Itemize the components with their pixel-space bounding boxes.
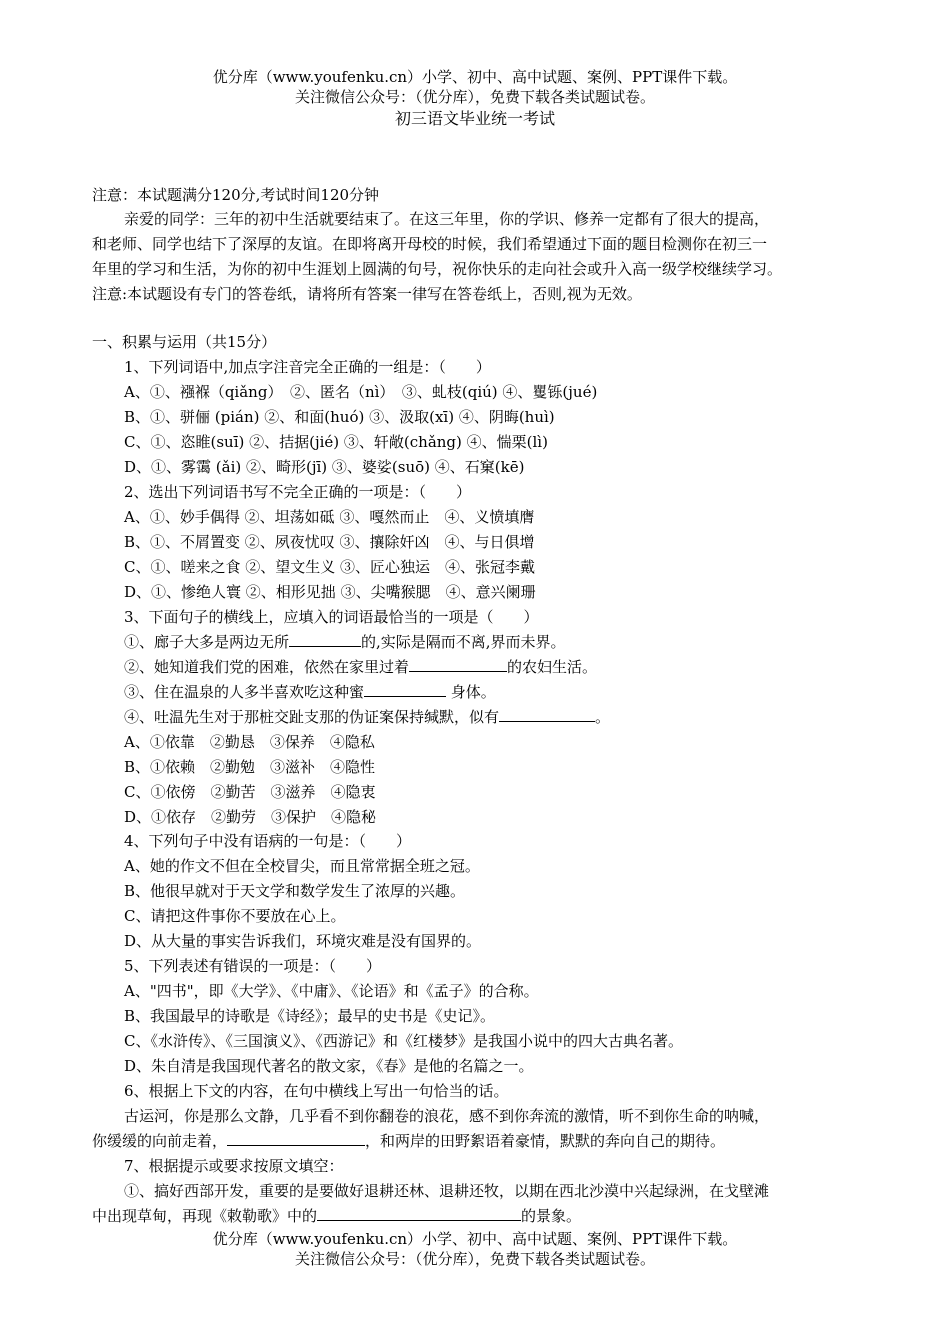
fill-blank (317, 1205, 521, 1221)
option-c: C、《水浒传》、《三国演义》、《西游记》和《红楼梦》是我国小说中的四大古典名著。 (124, 1032, 683, 1050)
sentence-text: 的农妇生活。 (507, 658, 598, 676)
fill-blank (227, 1130, 365, 1146)
fill-blank (409, 656, 507, 672)
sentence-4 (124, 706, 610, 728)
sentence-text: ②、她知道我们党的困难，依然在家里过着 (124, 658, 410, 676)
fill-blank (289, 631, 361, 647)
option-b: B、①、骈俪 (pián) ②、和面(huó) ③、汲取(xī) ④、阴晦(huì) (124, 408, 555, 426)
passage-line-1: ①、搞好西部开发，重要的是要做好退耕还林、退耕还牧，以期在西北沙漠中兴起绿洲，在戈壁滩 (124, 1182, 770, 1200)
option-d: D、①、雾霭 (ǎi) ②、畸形(jī) ③、婆娑(suō) ④、石窠(kē) (124, 458, 525, 476)
option-a: A、①、襁褓（qiǎng） ②、匿名（nì） ③、虬枝(qiú) ④、矍铄(jué) (124, 383, 598, 401)
option-a: A、她的作文不但在全校冒尖，而且常常据全班之冠。 (124, 857, 480, 875)
footer-line-2: 关注微信公众号：（优分库），免费下载各类试题试卷。 (294, 1250, 655, 1268)
option-a: A、①、妙手偶得 ②、坦荡如砥 ③、嘎然而止 ④、义愤填膺 (124, 508, 535, 526)
sentence-text: ③、住在温泉的人多半喜欢吃这种蜜 (124, 683, 365, 701)
exam-title: 初三语文毕业统一考试 (394, 109, 555, 128)
question-stem: 3、下面句子的横线上，应填入的词语最恰当的一项是（ ） (124, 608, 539, 626)
sentence-text: 的景象。 (521, 1207, 582, 1225)
fill-blank (364, 681, 446, 697)
option-c: C、①、嗟来之食 ②、望文生义 ③、匠心独运 ④、张冠李戴 (124, 558, 536, 576)
passage-line-1: 古运河，你是那么文静，几乎看不到你翻卷的浪花，感不到你奔流的激情，听不到你生命的呐喊， (124, 1107, 770, 1125)
sentence-text: 身体。 (446, 683, 496, 701)
option-d: D、朱自清是我国现代著名的散文家，《春》是他的名篇之一。 (124, 1057, 534, 1075)
question-stem: 2、选出下列词语书写不完全正确的一项是：（ ） (124, 483, 472, 501)
question-stem: 5、下列表述有错误的一项是：（ ） (124, 957, 382, 975)
passage-line-2 (92, 1205, 581, 1227)
intro-line-1: 亲爱的同学：三年的初中生活就要结束了。在这三年里，你的学识、修养一定都有了很大的提高， (124, 210, 770, 228)
question-stem: 1、下列词语中,加点字注音完全正确的一组是：（ ） (124, 358, 491, 376)
option-b: B、①、不屑置变 ②、夙夜忧叹 ③、攘除奸凶 ④、与日俱增 (124, 533, 535, 551)
sentence-text: ④、吐温先生对于那桩交趾支那的伪证案保持缄默，似有 (124, 708, 500, 726)
section-heading: 一、积累与运用（共15分） (92, 333, 277, 351)
option-b: B、我国最早的诗歌是《诗经》；最早的史书是《史记》。 (124, 1007, 496, 1025)
option-a: A、"四书"，即《大学》、《中庸》、《论语》和《孟子》的合称。 (124, 982, 539, 1000)
note-answer-sheet: 注意:本试题设有专门的答卷纸，请将所有答案一律写在答卷纸上，否则,视为无效。 (92, 285, 642, 303)
question-stem: 6、根据上下文的内容，在句中横线上写出一句恰当的话。 (124, 1082, 509, 1100)
intro-line-3: 年里的学习和生活，为你的初中生涯划上圆满的句号，祝你快乐的走向社会或升入高一级学校继续学习。 (92, 260, 783, 278)
option-d: D、①依存 ②勤劳 ③保护 ④隐秘 (124, 808, 377, 826)
note-score-time: 注意：本试题满分120分,考试时间120分钟 (92, 186, 380, 204)
intro-line-2: 和老师、同学也结下了深厚的友谊。在即将离开母校的时候，我们希望通过下面的题目检测你在初三一 (92, 235, 768, 253)
sentence-1 (124, 631, 566, 653)
header-line-2: 关注微信公众号：（优分库），免费下载各类试题试卷。 (294, 88, 655, 106)
option-c: C、请把这件事你不要放在心上。 (124, 907, 346, 925)
sentence-text: 。 (595, 708, 611, 726)
option-d: D、从大量的事实告诉我们，环境灾难是没有国界的。 (124, 932, 482, 950)
question-stem: 7、根据提示或要求按原文填空： (124, 1157, 344, 1175)
sentence-3 (124, 681, 496, 703)
option-a: A、①依靠 ②勤恳 ③保养 ④隐私 (124, 733, 375, 751)
option-c: C、①、恣睢(suī) ②、拮据(jié) ③、轩敞(chǎng) ④、惴栗(lì) (124, 433, 548, 451)
option-c: C、①依傍 ②勤苦 ③滋养 ④隐衷 (124, 783, 376, 801)
sentence-text: 的,实际是隔而不离,界而未界。 (361, 633, 566, 651)
question-stem: 4、下列句子中没有语病的一句是：（ ） (124, 832, 412, 850)
sentence-text: 你缓缓的向前走着， (92, 1132, 228, 1150)
passage-line-2 (92, 1130, 725, 1152)
fill-blank (499, 706, 595, 722)
option-d: D、①、惨绝人寰 ②、相形见拙 ③、尖嘴猴腮 ④、意兴阑珊 (124, 583, 536, 601)
sentence-text: ，和两岸的田野絮语着豪情，默默的奔向自己的期待。 (365, 1132, 726, 1150)
sentence-text: 中出现草甸，再现《敕勒歌》中的 (92, 1207, 318, 1225)
sentence-text: ①、廊子大多是两边无所 (124, 633, 290, 651)
footer-line-1: 优分库（www.youfenku.cn）小学、初中、高中试题、案例、PPT课件下载。 (212, 1230, 738, 1248)
option-b: B、他很早就对于天文学和数学发生了浓厚的兴趣。 (124, 882, 466, 900)
sentence-2 (124, 656, 597, 678)
header-line-1: 优分库（www.youfenku.cn）小学、初中、高中试题、案例、PPT课件下载。 (212, 68, 738, 86)
option-b: B、①依赖 ②勤勉 ③滋补 ④隐性 (124, 758, 376, 776)
